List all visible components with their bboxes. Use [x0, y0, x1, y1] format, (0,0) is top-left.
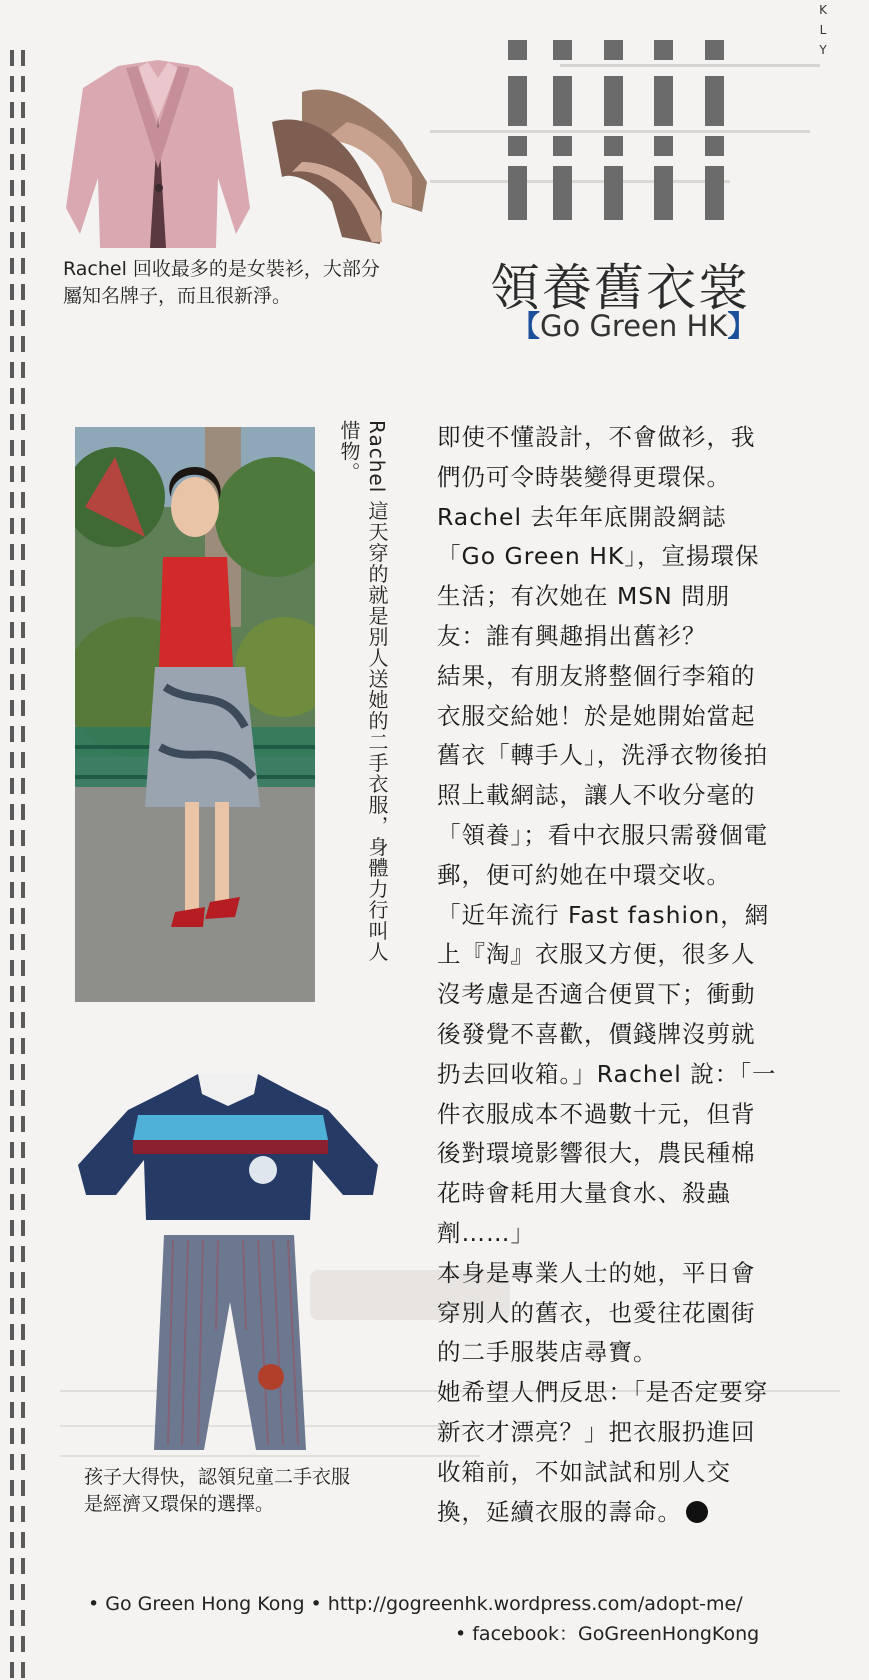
subtitle-text: Go Green HK — [540, 309, 728, 343]
subtitle-bracket-open: 【 — [511, 309, 541, 343]
left-border-dashes-1 — [10, 50, 14, 1680]
portrait-caption: Rachel 這天穿的就是別人送她的二手衣服，身體力行叫人惜物。 — [337, 420, 389, 963]
subtitle-bracket-close: 】 — [727, 309, 757, 343]
end-mark-dot — [686, 1501, 708, 1523]
portrait-photo — [75, 427, 315, 1002]
logo-block-pattern — [508, 40, 744, 230]
photo-caption-top — [63, 256, 443, 310]
corner-letters: KLY — [819, 3, 827, 57]
article-body — [437, 418, 779, 1532]
caption-kids-line-2: 是經濟又環保的選擇。 — [84, 1493, 275, 1515]
left-border-dashes-2 — [21, 50, 25, 1680]
footer-line-2: • facebook：GoGreenHongKong — [455, 1623, 760, 1645]
body-paragraph-5 — [437, 1373, 779, 1532]
body-paragraph-3: 「近年流行 Fast fashion，網上『淘』衣服又方便，很多人沒考慮是否適合便買下；衝動後發覺不喜歡，價錢牌沒剪就扔去回收箱。」Rachel 說：「一件衣服成本不過數十元，但背後對環境影響很大，農民種棉花時會耗用大量食水、殺蟲劑……」 — [437, 900, 777, 1247]
body-paragraph-5-text: 她希望人們反思：「是否定要穿新衣才漂亮？」把衣服扔進回收箱前，不如試試和別人交換，延續衣服的壽命。 — [437, 1378, 769, 1526]
caption-top-line-2: 屬知名牌子，而且很新淨。 — [63, 285, 292, 307]
article-title: 領養舊衣裳 — [490, 259, 750, 317]
caption-kids-line-1: 孩子大得快，認領兒童二手衣服 — [84, 1466, 351, 1488]
article-subtitle — [511, 304, 756, 345]
body-paragraph-4: 本身是專業人士的她，平日會穿別人的舊衣，也愛往花園街的二手服裝店尋寶。 — [437, 1258, 756, 1367]
footer-line-1: • Go Green Hong Kong • http://gogreenhk.wordpress.com/adopt-me/ — [88, 1593, 743, 1615]
body-paragraph-2: 結果，有朋友將整個行李箱的衣服交給她！於是她開始當起舊衣「轉手人」，洗淨衣物後拍照上載網誌，讓人不收分毫的「領養」；看中衣服只需發個電郵，便可約她在中環交收。 — [437, 661, 769, 889]
kids-clothes-photo — [78, 1070, 383, 1460]
body-paragraph-1: 即使不懂設計，不會做衫，我們仍可令時裝變得更環保。Rachel 去年年底開設網誌「Go Green HK」，宣揚環保生活；有次她在 MSN 問朋友：誰有興趣捐出舊衫？ — [437, 423, 760, 650]
shoes-photo — [262, 82, 432, 250]
caption-top-line-1: Rachel 回收最多的是女裝衫，大部分 — [63, 258, 380, 280]
jacket-photo — [58, 58, 258, 250]
photo-caption-kids — [84, 1464, 414, 1518]
